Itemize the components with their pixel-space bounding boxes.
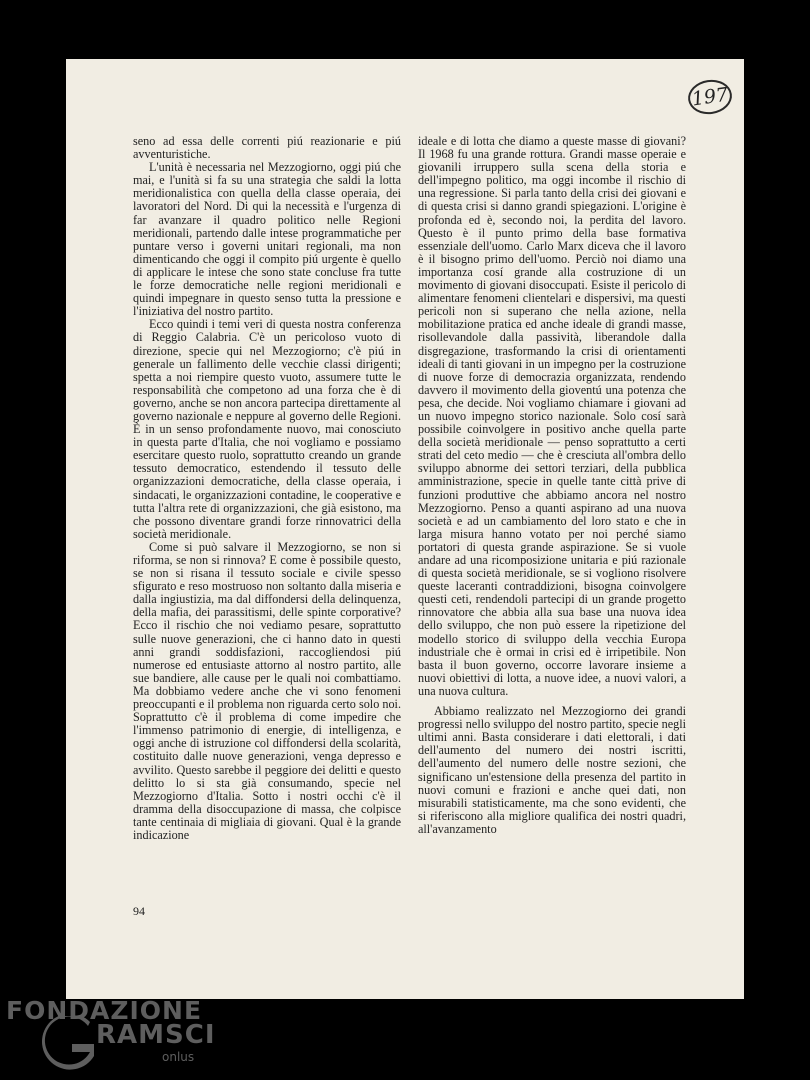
g-letter-icon	[36, 1016, 98, 1070]
fondazione-gramsci-logo	[0, 994, 240, 1074]
text-column-left	[133, 135, 401, 842]
paragraph: Come si può salvare il Mezzogiorno, se non si riforma, se non si rinnova? E come è possibile questo, se non si risana il tessuto sociale e civile spesso sfigurato e reso mostruoso non soltanto dalla miseria e dalla ingiustizia, ma dal diffondersi della delinquenza, della mafia, dei parassitismi, delle spinte corporative? Ecco il rischio che noi vediamo pesare, soprattutto sulle nuove generazioni, che ci hanno dato in questi anni grandi soddisfazioni, raccogliendosi piú numerose ed entusiaste attorno al nostro partito, alle sue bandiere, alle cause per le quali noi combattiamo. Ma dobbiamo vedere anche che vi sono fenomeni preoccupanti e il problema non riguarda certo solo noi. Soprattutto c'è il problema di come impedire che l'immenso patrimonio di energie, di intelligenza, e oggi anche di istruzione col diffondersi della scolarità, costituito dalle nuove generazioni, venga depresso e avvilito. Questo sarebbe il peggiore dei delitti e questo delitto lo si sta già consumando, specie nel Mezzogiorno d'Italia. Sotto i nostri occhi c'è il dramma della disoccupazione di massa, che colpisce tante centinaia di migliaia di giovani. Qual è la grande indicazione	[133, 539, 401, 842]
logo-line-2: RAMSCI	[96, 1020, 216, 1050]
paragraph: seno ad essa delle correnti piú reazionarie e piú avventuristiche.	[133, 134, 401, 162]
paragraph: L'unità è necessaria nel Mezzogiorno, oggi piú che mai, e l'unità si fa su una strategia che saldi la lotta meridionalistica con quella della classe operaia, dei lavoratori del Nord. Di qui la necessità e l'urgenza di far avanzare il quadro politico nelle Regioni meridionali, partendo dalle intese programmatiche per puntare verso i governi unitari regionali, ma non dimenticando che oggi il compito piú urgente è quello di applicare le intese che sono state concluse fra tutte le forze democratiche nelle regioni meridionali e quindi impegnare in questo senso tutta la pressione e l'iniziativa del nostro partito.	[133, 160, 401, 319]
stamp-number: 197	[690, 83, 730, 111]
paragraph: ideale e di lotta che diamo a queste masse di giovani? Il 1968 fu una grande rottura. Grandi masse operaie e giovanili irruppero sulla scena della storia e dell'impegno politico, ma oggi incombe il rischio di una regressione. Si parla tanto della crisi dei giovani e di questa crisi si danno grandi spiegazioni. L'origine è profonda ed è, secondo noi, la perdita del lavoro. Questo è il punto primo della base formativa essenziale dell'uomo. Carlo Marx diceva che il lavoro è il bisogno primo dell'uomo. Perciò noi diamo una importanza cosí grande alla costruzione di un movimento di giovani disoccupati. Esiste il pericolo di alimentare fenomeni clientelari e dispersivi, ma questi pericoli non si superano che nella azione, nella mobilitazione pratica ed anche ideale di grandi masse, risollevandole dalla passività, liberandole dalla disgregazione, trasformando la crisi di orientamenti ideali di tanti giovani in un impegno per la costruzione di nuove forze di democrazia organizzata, rendendo davvero il movimento della gioventú una potenza che pesa, che decide. Noi vogliamo chiamare i giovani ad un nuovo impegno storico nazionale. Solo cosí sarà possibile coinvolgere in positivo anche quella parte della società meridionale — penso soprattutto a certi strati del ceto medio — che è cresciuta all'ombra dello sviluppo abnorme dei settori terziari, della pubblica amministrazione, specie in quelle tante città prive di funzioni produttive che abbiamo ancora nel nostro Mezzogiorno. Penso a quanti aspirano ad una nuova società e ad un cambiamento del loro stato e che in larga misura hanno votato per noi perché siamo portatori di questa grande aspirazione. Se si vuole andare ad una ricomposizione unitaria e piú razionale di questa società meridionale, se si vogliono risolvere queste laceranti contraddizioni, bisogna coinvolgere questi ceti, rendendoli partecipi di un grande progetto rinnovatore che abbia alla sua base una nuova idea dello sviluppo, che non può essere la ripetizione del modello storico di sviluppo della vecchia Europa industriale che è ormai in crisi ed è irripetibile. Non basta il buon governo, occorre lavorare insieme a nuovi obiettivi di lotta, a nuove idee, a nuovi valori, a una nuova cultura.	[418, 134, 686, 698]
paragraph: Ecco quindi i temi veri di questa nostra conferenza di Reggio Calabria. C'è un pericoloso vuoto di direzione, specie qui nel Mezzogiorno; c'è piú in generale un fallimento delle vecchie classi dirigenti; spetta a noi riempire questo vuoto, assumere tutte le responsabilità che competono ad una forza che è di governo, anche se non ancora partecipa direttamente al governo nazionale e neppure al governo delle Regioni. È in un senso profondamente nuovo, mai conosciuto in questa parte d'Italia, che noi vogliamo e possiamo esercitare questo ruolo, soprattutto creando un grande tessuto democratico, estendendo il tessuto delle organizzazioni democratiche, della classe operaia, i sindacati, le organizzazioni contadine, le cooperative e tutta l'altra rete di organizzazioni, che già esistono, ma che possono diventare grandi forze rinnovatrici della società meridionale.	[133, 317, 401, 541]
logo-suffix: onlus	[162, 1050, 195, 1064]
text-column-right	[418, 135, 686, 836]
page-number: 94	[133, 904, 145, 918]
paragraph: Abbiamo realizzato nel Mezzogiorno dei grandi progressi nello sviluppo del nostro partito, specie negli ultimi anni. Basta considerare i dati elettorali, i dati dell'aumento del numero dei nostri iscritti, dell'aumento del numero delle nostre sezioni, che significano un'estensione della presenza del partito in nuovi comuni e frazioni e anche quei dati, non misurabili statisticamente, ma che sono evidenti, che si riferiscono alla migliore qualifica dei nostri quadri, all'avanzamento	[418, 704, 686, 836]
logo-line-1: FONDAZIONE	[6, 996, 203, 1025]
